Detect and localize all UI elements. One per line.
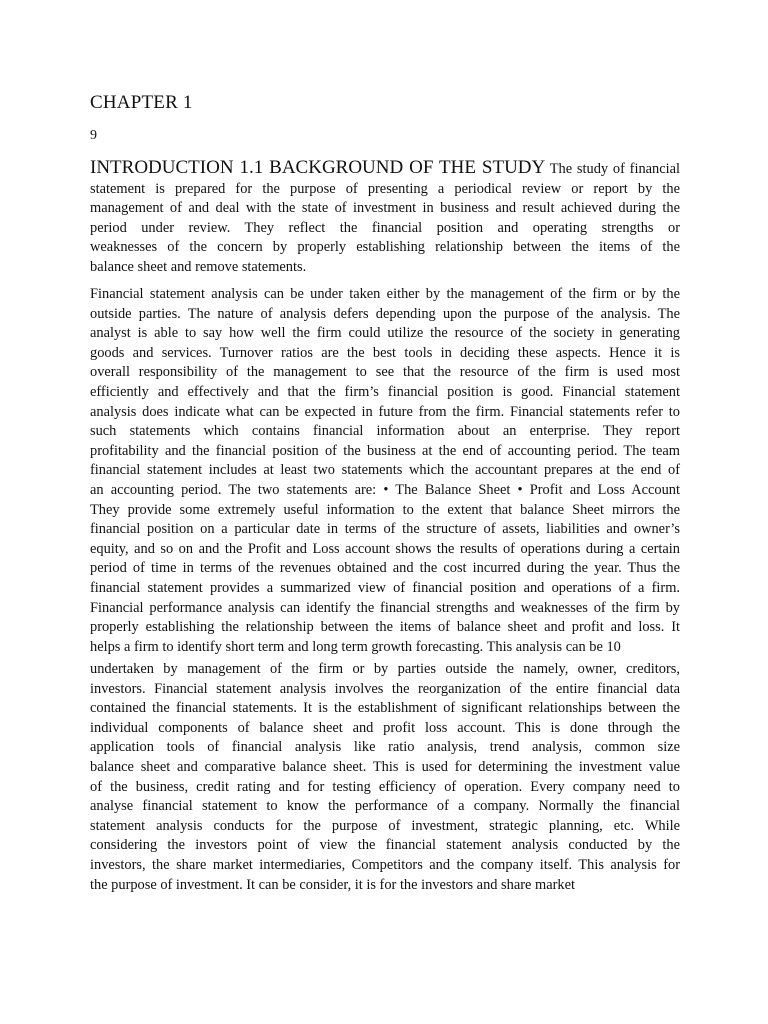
paragraph-line: financial statement includes at least two statements which the accountant prepares at the end of: [90, 462, 680, 479]
chapter-title: CHAPTER 1: [90, 92, 193, 113]
paragraph-line: undertaken by management of the firm or by parties outside the namely, owner, creditors,: [90, 661, 680, 677]
paragraph-line: period of time in terms of the revenues obtained and the cost incurred during the year. Thus the: [90, 560, 680, 577]
paragraph-line: outside parties. The nature of analysis defers depending upon the purpose of the analysis. The: [90, 305, 680, 322]
paragraph-line: financial statement provides a summarized view of financial position and operations of a firm.: [90, 579, 680, 596]
paragraph-financial-statement-analysis: [90, 285, 680, 657]
paragraph-analysis-purpose: [90, 660, 680, 895]
paragraph-line: They provide some extremely useful information to the extent that balance Sheet mirrors the: [90, 501, 680, 518]
paragraph-line: an accounting period. The two statements are: • The Balance Sheet • Profit and Loss Account: [90, 481, 680, 498]
paragraph-line: overall responsibility of the management to see that the resource of the firm is used most: [90, 364, 680, 381]
paragraph-line: statement is prepared for the purpose of presenting a periodical review or report by the: [90, 180, 680, 197]
paragraph-line: properly establishing the relationship between the items of balance sheet and profit and loss. It: [90, 619, 680, 636]
paragraph-line: efficiently and effectively and that the firm’s financial position is good. Financial statement: [90, 383, 680, 400]
paragraph-line: investors. Financial statement analysis involves the reorganization of the entire financial data: [90, 680, 680, 697]
paragraph-line: contained the financial statements. It is the establishment of significant relationships between the: [90, 700, 680, 717]
paragraph-line: balance sheet and comparative balance sheet. This is used for determining the investment value: [90, 758, 680, 775]
paragraph-line: management of and deal with the state of investment in business and result achieved during the: [90, 200, 680, 217]
paragraph-line: analysis does indicate what can be expected in future from the firm. Financial statements refer to: [90, 403, 680, 420]
paragraph-line-text: The study of financial: [545, 161, 681, 177]
paragraph-line: investors, the share market intermediaries, Competitors and the company itself. This analysis for: [90, 856, 680, 873]
paragraph-line: considering the investors point of view the financial statement analysis conducted by the: [90, 837, 680, 854]
paragraph-line: profitability and the financial position of the business at the end of accounting period. The team: [90, 442, 680, 459]
paragraph-line: analyse financial statement to know the performance of a company. Normally the financial: [90, 798, 680, 815]
paragraph-line: period under review. They reflect the financial position and operating strengths or: [90, 219, 680, 236]
paragraph-line: equity, and so on and the Profit and Loss account shows the results of operations during a certain: [90, 540, 680, 557]
paragraph-line: analyst is able to say how well the firm could utilize the resource of the society in generating: [90, 325, 680, 342]
paragraph-line: such statements which contains financial information about an enterprise. They report: [90, 423, 680, 440]
paragraph-line: [90, 158, 680, 180]
page-number: 9: [90, 128, 97, 143]
paragraph-line: helps a firm to identify short term and long term growth forecasting. This analysis can be 10: [90, 638, 621, 655]
paragraph-line: weaknesses of the concern by properly establishing relationship between the items of the: [90, 239, 680, 256]
paragraph-line: balance sheet and remove statements.: [90, 258, 307, 275]
paragraph-line: of the business, credit rating and for testing efficiency of operation. Every company need to: [90, 778, 680, 795]
paragraph-line: goods and services. Turnover ratios are the best tools in deciding these aspects. Hence it is: [90, 344, 680, 361]
paragraph-line: individual components of balance sheet and profit loss account. This is done through the: [90, 719, 680, 736]
paragraph-line: the purpose of investment. It can be consider, it is for the investors and share market: [90, 876, 575, 893]
section-heading: INTRODUCTION 1.1 BACKGROUND OF THE STUDY: [90, 157, 546, 178]
paragraph-introduction: [90, 158, 680, 278]
paragraph-line: Financial statement analysis can be under taken either by the management of the firm or by the: [90, 286, 680, 302]
paragraph-line: financial position on a particular date in terms of the structure of assets, liabilities and owner’s: [90, 521, 680, 538]
paragraph-line: application tools of financial analysis like ratio analysis, trend analysis, common size: [90, 739, 680, 756]
paragraph-line: Financial performance analysis can identify the financial strengths and weaknesses of the firm by: [90, 599, 680, 616]
paragraph-line: statement analysis conducts for the purpose of investment, strategic planning, etc. While: [90, 817, 680, 834]
